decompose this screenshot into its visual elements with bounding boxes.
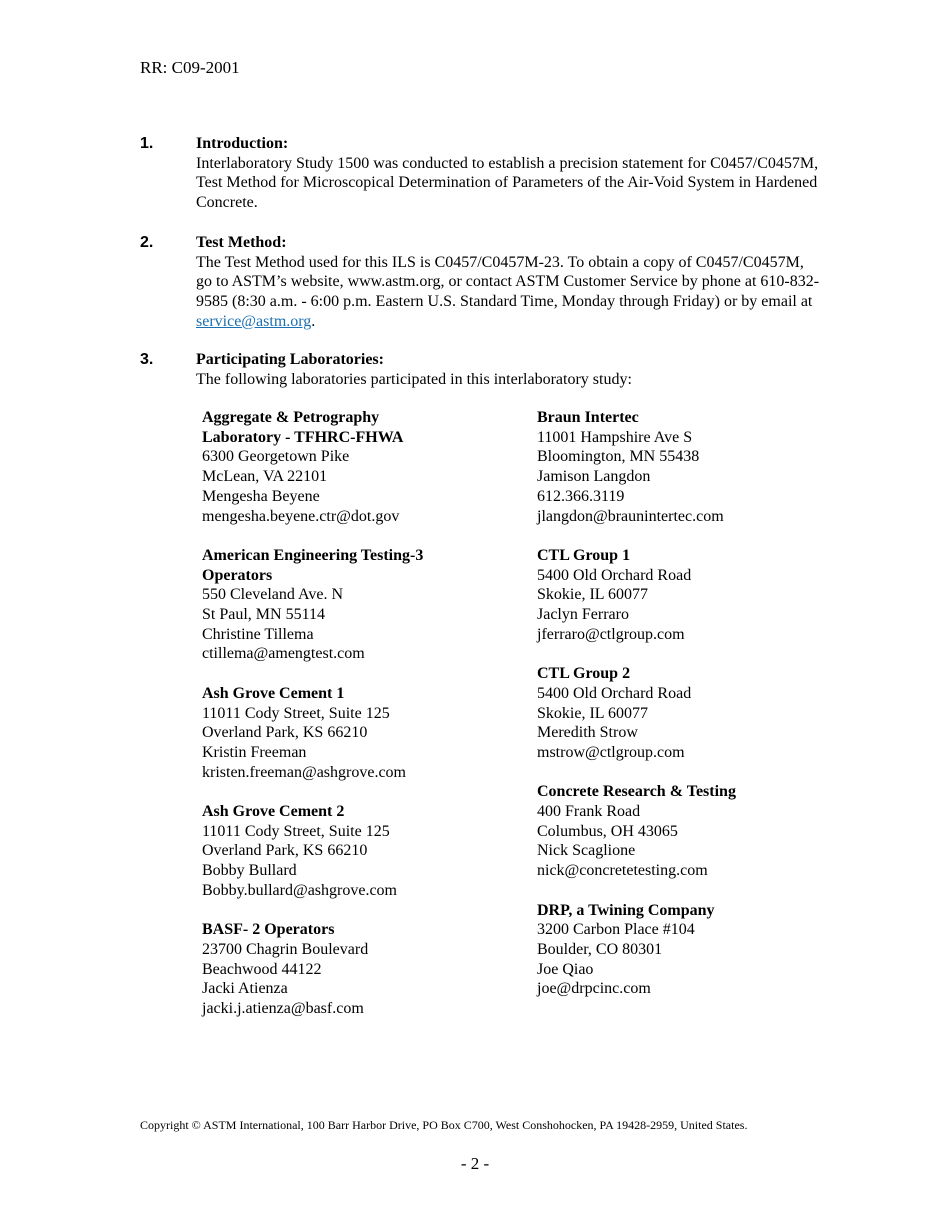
laboratory-email: mengesha.beyene.ctr@dot.gov xyxy=(202,507,400,525)
laboratory-entry xyxy=(537,664,857,763)
section-text-end: . xyxy=(311,312,316,330)
laboratory-city: Beachwood 44122 xyxy=(202,960,322,978)
laboratory-entry xyxy=(537,546,857,645)
section-number: 1. xyxy=(140,135,154,152)
laboratory-contact: Bobby Bullard xyxy=(202,862,297,880)
laboratory-contact: Christine Tillema xyxy=(202,625,314,643)
section-text: Interlaboratory Study 1500 was conducted to establish a precision statement for C0457/C0457M, Test Method for Microscopical Determination of Parameters of the Air-Void System in Hardened Concrete. xyxy=(196,154,819,212)
laboratory-contact: Jaclyn Ferraro xyxy=(537,606,629,624)
laboratory-city: Bloomington, MN 55438 xyxy=(537,448,700,466)
laboratory-address: 6300 Georgetown Pike xyxy=(202,448,350,466)
laboratory-entry xyxy=(537,782,857,881)
laboratory-address: 11011 Cody Street, Suite 125 xyxy=(202,704,390,722)
laboratory-name: CTL Group 2 xyxy=(537,665,631,683)
laboratory-email: jferraro@ctlgroup.com xyxy=(537,625,685,643)
section-text: The following laboratories participated in this interlaboratory study: xyxy=(196,370,632,388)
laboratory-entry xyxy=(537,901,857,1000)
page-number: - 2 - xyxy=(460,1154,490,1173)
laboratory-address: 23700 Chagrin Boulevard xyxy=(202,940,369,958)
laboratory-column-right xyxy=(537,408,857,1019)
laboratory-city: McLean, VA 22101 xyxy=(202,468,328,486)
laboratory-email: nick@concretetesting.com xyxy=(537,862,708,880)
laboratory-contact: Joe Qiao xyxy=(537,960,594,978)
laboratory-address: 11011 Cody Street, Suite 125 xyxy=(202,822,390,840)
laboratory-address: 400 Frank Road xyxy=(537,803,641,821)
laboratory-city: Overland Park, KS 66210 xyxy=(202,724,368,742)
laboratory-city: Columbus, OH 43065 xyxy=(537,822,678,840)
section-title: Participating Laboratories: xyxy=(196,351,384,368)
laboratory-city: St Paul, MN 55114 xyxy=(202,606,325,624)
section-text xyxy=(196,253,820,332)
section-title: Introduction: xyxy=(196,135,289,152)
laboratory-email: kristen.freeman@ashgrove.com xyxy=(202,763,406,781)
laboratory-entry xyxy=(202,920,522,1019)
laboratory-name: Concrete Research & Testing xyxy=(537,783,736,801)
document-id: RR: C09-2001 xyxy=(140,58,240,77)
laboratory-email: ctillema@amengtest.com xyxy=(202,645,365,663)
section-introduction xyxy=(140,134,820,213)
section-text-body: The Test Method used for this ILS is C0457/C0457M-23. To obtain a copy of C0457/C0457M, go to ASTM’s website, www.astm.org, or contact ASTM Customer Service by phone at 610-832-9585 (8:30 a.m. - 6:00 p.m. Eastern U.S. Standard Time, Monday through Friday) or by email at xyxy=(196,253,820,311)
laboratory-name: Ash Grove Cement 1 xyxy=(202,684,345,702)
copyright-notice: Copyright © ASTM International, 100 Barr Harbor Drive, PO Box C700, West Conshohocken, PA 19428-2959, United States. xyxy=(140,1118,748,1132)
laboratory-address: 550 Cleveland Ave. N xyxy=(202,586,344,604)
laboratory-address: 5400 Old Orchard Road xyxy=(537,566,692,584)
laboratory-address: 5400 Old Orchard Road xyxy=(537,684,692,702)
laboratory-address: 3200 Carbon Place #104 xyxy=(537,921,695,939)
laboratory-address: 11001 Hampshire Ave S xyxy=(537,428,693,446)
section-number: 2. xyxy=(140,234,154,251)
laboratory-contact: Kristin Freeman xyxy=(202,743,307,761)
laboratory-phone: 612.366.3119 xyxy=(537,487,625,505)
laboratory-name: Ash Grove Cement 2 xyxy=(202,803,345,821)
laboratory-name: Aggregate & Petrography Laboratory - TFHRC-FHWA xyxy=(202,409,404,446)
section-number: 3. xyxy=(140,351,154,368)
astm-email-link[interactable]: service@astm.org xyxy=(196,312,312,330)
laboratory-entry xyxy=(202,546,522,664)
laboratory-entry xyxy=(202,684,522,783)
laboratory-entry xyxy=(202,802,522,901)
laboratory-entry xyxy=(537,408,857,526)
section-title: Test Method: xyxy=(196,234,287,251)
laboratory-contact: Jamison Langdon xyxy=(537,468,651,486)
laboratory-name: BASF- 2 Operators xyxy=(202,921,335,939)
laboratory-contact: Mengesha Beyene xyxy=(202,487,320,505)
laboratory-email: Bobby.bullard@ashgrove.com xyxy=(202,881,397,899)
laboratory-name: DRP, a Twining Company xyxy=(537,901,715,919)
section-participating-laboratories xyxy=(140,350,820,389)
laboratory-name: American Engineering Testing-3 Operators xyxy=(202,546,424,584)
laboratory-contact: Jacki Atienza xyxy=(202,980,288,998)
laboratory-column-left xyxy=(202,408,522,1038)
laboratory-email: jlangdon@braunintertec.com xyxy=(537,507,724,525)
laboratory-contact: Nick Scaglione xyxy=(537,842,636,860)
section-test-method xyxy=(140,233,820,332)
laboratory-city: Overland Park, KS 66210 xyxy=(202,842,368,860)
laboratory-city: Skokie, IL 60077 xyxy=(537,586,648,604)
laboratory-email: joe@drpcinc.com xyxy=(537,980,651,998)
laboratory-city: Boulder, CO 80301 xyxy=(537,940,663,958)
laboratory-city: Skokie, IL 60077 xyxy=(537,704,648,722)
laboratory-name: Braun Intertec xyxy=(537,409,639,426)
laboratory-contact: Meredith Strow xyxy=(537,724,638,742)
laboratory-email: mstrow@ctlgroup.com xyxy=(537,743,685,761)
laboratory-entry xyxy=(202,408,522,526)
laboratory-email: jacki.j.atienza@basf.com xyxy=(202,1000,364,1018)
laboratory-name: CTL Group 1 xyxy=(537,546,631,564)
